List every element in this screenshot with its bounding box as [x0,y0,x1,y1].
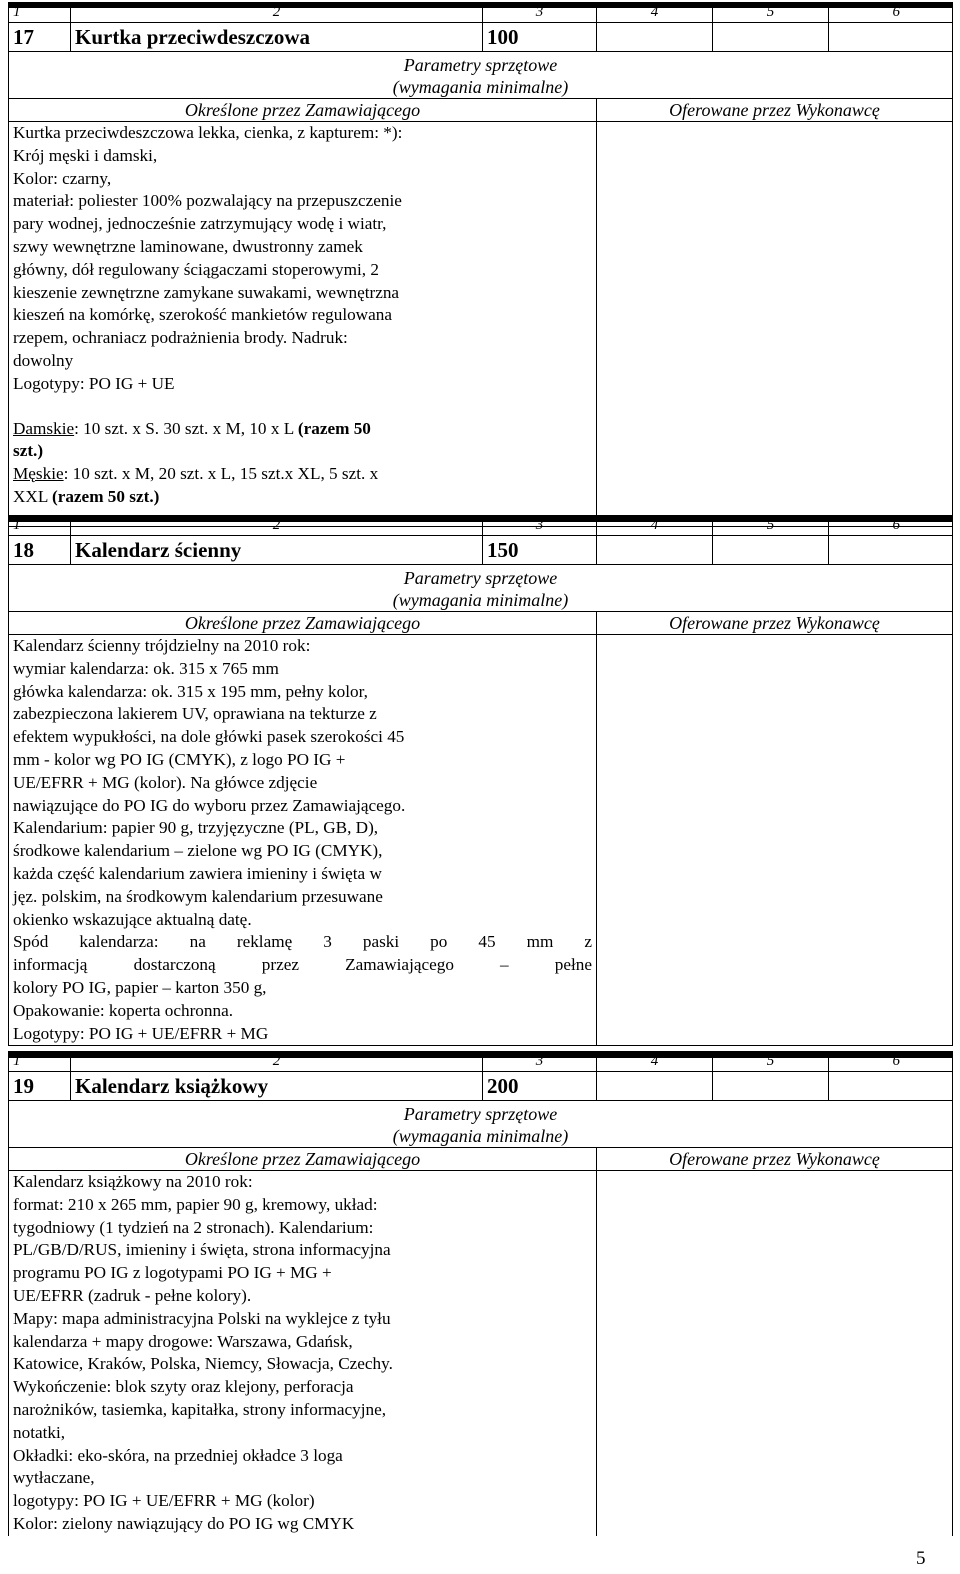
description-line: kieszeń na komórkę, szerokość mankietów regulowana [13,305,392,325]
item-row [9,1072,953,1101]
description-line: Katowice, Kraków, Polska, Niemcy, Słowacja, Czechy. [13,1354,393,1374]
params-header [9,1101,953,1148]
description-line: logotypy: PO IG + UE/EFRR + MG (kolor) [13,1491,315,1511]
description-line: Kolor: czarny, [13,168,112,188]
item-table-17 [8,2,953,527]
description-line: kalendarza + mapy drogowe: Warszawa, Gdańsk, [13,1331,353,1351]
col-num-3: 3 [483,516,597,536]
col-num-3: 3 [483,1052,597,1072]
sizes-women-label: Damskie [13,418,75,438]
item-number: 19 [9,1072,71,1101]
description-line: pary wodnej, jednocześnie zatrzymujący wodę i wiatr, [13,214,387,234]
description-line: efektem wypukłości, na dole główki pasek szerokości 45 [13,727,405,747]
offered-by-header: Oferowane przez Wykonawcę [597,1148,953,1171]
description-line: tygodniowy (1 tydzień na 2 stronach). Kalendarium: [13,1217,374,1237]
offer-cell [597,1171,953,1536]
params-title: Parametry sprzętowe [403,568,558,588]
sizes-men-total: (razem 50 szt.) [51,486,160,506]
params-header [9,52,953,99]
description-line: UE/EFRR + MG (kolor). Na główce zdjęcie [13,772,318,792]
description-line: wytłaczane, [13,1468,95,1488]
description-line: programu PO IG z logotypami PO IG + MG + [13,1263,332,1283]
description-line: Kalendarium: papier 90 g, trzyjęzyczne (PL, GB, D), [13,818,379,838]
column-number-row [9,516,953,536]
description-line: główny, dół regulowany ściągaczami stoperowymi, 2 [13,259,379,279]
description-line: wymiar kalendarza: ok. 315 x 765 mm [13,658,279,678]
col-num-2: 2 [71,1052,483,1072]
description-line: Kalendarz książkowy na 2010 rok: [13,1172,253,1191]
description-line: główka kalendarza: ok. 315 x 195 mm, pełny kolor, [13,681,368,701]
item-description [9,1171,597,1536]
offered-by-header: Oferowane przez Wykonawcę [597,99,953,122]
column-number-row [9,1052,953,1072]
item-table-18 [8,515,953,1046]
description-line: Opakowanie: koperta ochronna. [13,1000,234,1020]
sizes-men-text: : 10 szt. x M, 20 szt. x L, 15 szt.x XL, 5 szt. x [63,464,379,484]
description-line: informacją dostarczoną przez Zamawiającego – pełne [13,955,592,975]
col-num-6: 6 [829,1052,953,1072]
params-subtitle: (wymagania minimalne) [392,1126,569,1146]
col-num-5: 5 [713,3,829,23]
offered-by-header: Oferowane przez Wykonawcę [597,612,953,635]
description-line: szwy wewnętrzne laminowane, dwustronny zamek [13,236,363,256]
description-line: PL/GB/D/RUS, imieniny i święta, strona informacyjna [13,1240,391,1260]
col-num-2: 2 [71,3,483,23]
item-table-19 [8,1051,953,1536]
item-quantity: 100 [483,23,597,52]
item-row [9,536,953,565]
sizes-women [13,418,592,441]
page-number: 5 [916,1548,926,1569]
col-num-4: 4 [597,1052,713,1072]
description-line: rzepem, ochraniacz podrażnienia brody. Nadruk: [13,328,348,348]
col-num-6: 6 [829,516,953,536]
description-line: UE/EFRR (zadruk - pełne kolory). [13,1285,252,1305]
item-description [9,122,597,527]
column-number-row [9,3,953,23]
item-name: Kurtka przeciwdeszczowa [71,23,483,52]
sizes-women-total-cont: szt.) [13,441,44,461]
item-name: Kalendarz ścienny [71,536,483,565]
description-line: narożników, tasiemka, kapitałka, strony informacyjne, [13,1399,387,1419]
params-header [9,565,953,612]
description-line: środkowe kalendarium – zielone wg PO IG (CMYK), [13,841,383,861]
col-num-4: 4 [597,516,713,536]
ordered-by-header: Określone przez Zamawiającego [9,612,597,635]
col-num-5: 5 [713,516,829,536]
offer-cell [597,122,953,527]
params-subtitle: (wymagania minimalne) [392,77,569,97]
sizes-women-text: : 10 szt. x S. 30 szt. x M, 10 x L [74,418,298,438]
description-line: okienko wskazujące aktualną datę. [13,909,252,929]
description-line: jęz. polskim, na środkowym kalendarium przesuwane [13,886,383,906]
item-number: 18 [9,536,71,565]
description-line: dowolny [13,350,74,370]
col-num-6: 6 [829,3,953,23]
col-num-1: 1 [9,516,71,536]
ordered-by-header: Określone przez Zamawiającego [9,99,597,122]
description-line: Spód kalendarza: na reklamę 3 paski po 45 mm z [13,932,592,952]
description-line: kieszenie zewnętrzne zamykane suwakami, wewnętrzna [13,282,400,302]
item-name: Kalendarz książkowy [71,1072,483,1101]
description-line: Mapy: mapa administracyjna Polski na wyklejce z tyłu [13,1308,391,1328]
col-num-5: 5 [713,1052,829,1072]
description-line: Kolor: zielony nawiązujący do PO IG wg CMYK [13,1513,355,1533]
description-line: każda część kalendarium zawiera imieniny i święta w [13,863,382,883]
description-line: Okładki: eko-skóra, na przedniej okładce 3 loga [13,1445,343,1465]
description-line: Kalendarz ścienny trójdzielny na 2010 rok: [13,636,311,655]
item-quantity: 150 [483,536,597,565]
item-number: 17 [9,23,71,52]
col-num-2: 2 [71,516,483,536]
description-line: Logotypy: PO IG + UE/EFRR + MG [13,1023,269,1043]
col-num-4: 4 [597,3,713,23]
sizes-men-label: Męskie [13,464,64,484]
sizes-men-text-cont: XXL [13,486,52,506]
col-num-1: 1 [9,1052,71,1072]
sizes-women-total: (razem 50 [297,418,371,438]
col-num-3: 3 [483,3,597,23]
description-line: Krój męski i damski, [13,145,158,165]
params-title: Parametry sprzętowe [403,55,558,75]
ordered-by-header: Określone przez Zamawiającego [9,1148,597,1171]
description-line: Logotypy: PO IG + UE [13,373,175,393]
description-line: Kurtka przeciwdeszczowa lekka, cienka, z kapturem: *): [13,123,403,142]
item-quantity: 200 [483,1072,597,1101]
description-line: materiał: poliester 100% pozwalający na przepuszczenie [13,191,402,211]
offer-cell [597,635,953,1046]
description-line: notatki, [13,1422,66,1442]
description-line: mm - kolor wg PO IG (CMYK), z logo PO IG + [13,749,346,769]
sizes-men [13,463,592,486]
description-line: kolory PO IG, papier – karton 350 g, [13,977,267,997]
description-line: zabezpieczona lakierem UV, oprawiana na tekturze z [13,704,377,724]
item-row [9,23,953,52]
description-line: format: 210 x 265 mm, papier 90 g, kremowy, układ: [13,1194,378,1214]
description-line: Wykończenie: blok szyty oraz klejony, perforacja [13,1377,354,1397]
col-num-1: 1 [9,3,71,23]
params-subtitle: (wymagania minimalne) [392,590,569,610]
description-line: nawiązujące do PO IG do wyboru przez Zamawiającego. [13,795,406,815]
params-title: Parametry sprzętowe [403,1104,558,1124]
item-description [9,635,597,1046]
